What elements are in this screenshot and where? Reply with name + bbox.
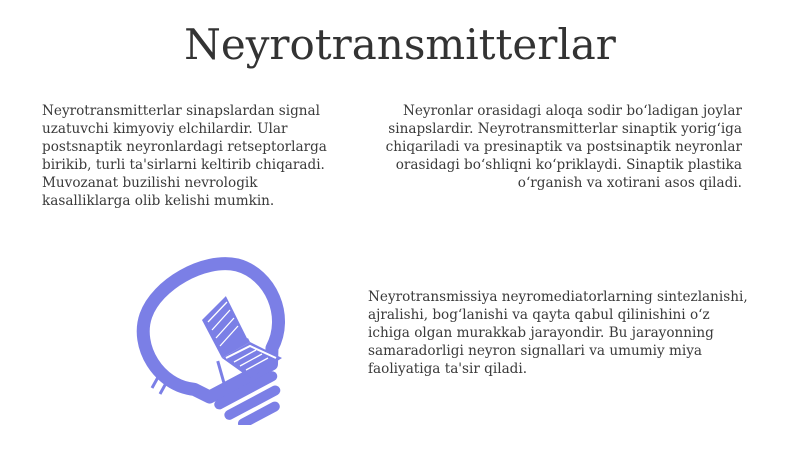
paragraph-left: Neyrotransmitterlar sinapslardan signal uzatuvchi kimyoviy elchilardir. Ular postsnaptik neyronlardagi retseptorlarga birikib, turli ta'sirlarni keltirib chiqaradi. Muvozanat buzilishi nevrologik kasalliklarga olib kelishi mumkin.	[42, 103, 327, 209]
paragraph-bottom: Neyrotransmissiya neyromediatorlarning sintezlanishi, ajralishi, bog‘lanishi va qayta qabul qilinishini o‘z ichiga olgan murakkab jarayondir. Bu jarayonning samaradorligi neyron signallari va umumiy miya faoliyatiga ta'sir qiladi.	[368, 289, 748, 377]
page-title: Neyrotransmitterlar	[184, 20, 616, 69]
lightbulb-with-book-icon	[100, 250, 310, 425]
paragraph-right: Neyronlar orasidagi aloqa sodir bo‘ladigan joylar sinapslardir. Neyrotransmitterlar sinaptik yorig‘iga chiqariladi va presinaptik va postsinaptik neyronlar orasidagi bo‘shliqni ko‘priklaydi. Sinaptik plastika o‘rganish va xotirani asos qiladi.	[385, 103, 742, 191]
